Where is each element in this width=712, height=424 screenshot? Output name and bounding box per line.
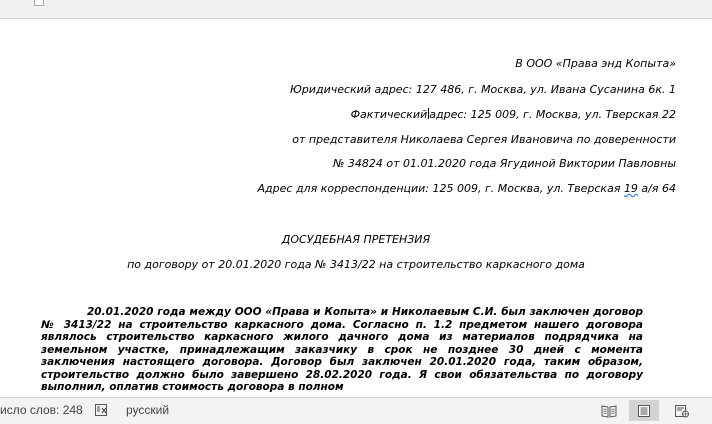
top-strip [0,0,712,19]
spell-flagged-word[interactable]: 19 [623,182,638,195]
document-title: ДОСУДЕБНАЯ ПРЕТЕНЗИЯ [281,233,431,246]
body-paragraph [41,306,643,394]
address-line-3-prefix: Фактический [350,108,428,121]
address-line-4: от представителя Николаева Сергея Ивановича по доверенности [292,133,676,146]
page-corner-marker [34,0,44,6]
word-count[interactable]: исло слов: 248 [0,403,83,417]
address-line-5: № 34824 от 01.01.2020 года Ягудиной Виктории Павловны [332,157,676,170]
proofing-icon[interactable] [94,402,110,418]
address-line-6 [258,182,676,195]
document-page[interactable] [0,19,712,397]
language-indicator[interactable]: русский [126,403,170,417]
document-subtitle: по договору от 20.01.2020 года № 3413/22 на строительство каркасного дома [127,258,585,271]
address-line-1: В ООО «Права энд Копыта» [515,57,676,70]
address-line-6-start: Адрес для корреспонденции: 125 009, г. Москва, ул. Тверская [257,182,624,195]
print-layout-icon[interactable] [629,400,659,421]
address-line-3 [351,108,676,121]
address-line-3-rest: адрес: 125 009, г. Москва, ул. Тверская 22 [429,108,676,121]
status-bar [0,397,712,424]
address-line-2: Юридический адрес: 127 486, г. Москва, ул. Ивана Сусанина 6к. 1 [289,83,676,96]
address-line-6-end: а/я 64 [637,182,676,195]
web-layout-icon[interactable] [667,400,697,421]
body-text: 20.01.2020 года между ООО «Права и Копыта» и Николаевым С.И. был заключен договор № 3413/22 на строительство каркасного дома. Согласно п. 1.2 предметом нашего договора являлось строительство каркасного жилого дачного дома из материалов подрядчика на земельном участке, принадлежащим заказчику в срок не позднее 30 дней с момента заключения настоящего договора. Договор был заключен 20.01.2020 года, таким образом, строительство должно было завершено 28.02.2020 года. Я свои обязательства по договору выполнил, оплатив стоимость договора в полном [41,306,643,393]
read-mode-icon[interactable] [594,400,624,421]
